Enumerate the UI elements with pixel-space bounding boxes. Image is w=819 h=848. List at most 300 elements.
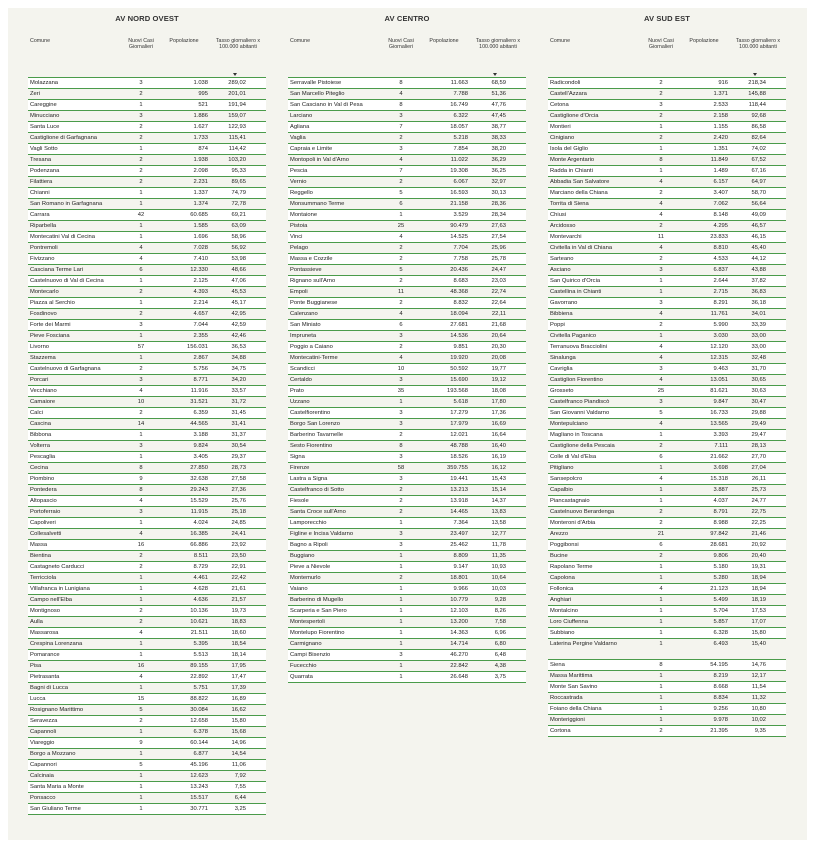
cell-comune: Pisa <box>30 663 42 669</box>
table-row <box>28 661 266 672</box>
cell-nuovi-casi: 2 <box>659 190 663 196</box>
cell-popolazione: 1.627 <box>193 124 208 130</box>
cell-tasso: 31,45 <box>231 410 246 416</box>
cell-popolazione: 7.028 <box>193 245 208 251</box>
table-row <box>548 133 786 144</box>
table-row <box>288 573 526 584</box>
table-row <box>288 441 526 452</box>
cell-popolazione: 8.834 <box>713 695 728 701</box>
cell-popolazione: 2.420 <box>713 135 728 141</box>
cell-tasso: 95,33 <box>231 168 246 174</box>
cell-comune: Riparbella <box>30 223 57 229</box>
table-row <box>28 122 266 133</box>
cell-comune: Stazzema <box>30 355 56 361</box>
cell-popolazione: 1.374 <box>193 201 208 207</box>
cell-popolazione: 46.270 <box>450 652 468 658</box>
cell-popolazione: 32.638 <box>190 476 208 482</box>
cell-comune: Asciano <box>550 267 571 273</box>
cell-tasso: 27,58 <box>231 476 246 482</box>
cell-nuovi-casi: 3 <box>139 322 143 328</box>
cell-tasso: 25,78 <box>491 256 506 262</box>
table-row <box>28 793 266 804</box>
cell-tasso: 22,64 <box>491 300 506 306</box>
cell-popolazione: 19.441 <box>450 476 468 482</box>
cell-comune: San Giuliano Terme <box>30 806 81 812</box>
cell-tasso: 21,68 <box>491 322 506 328</box>
cell-nuovi-casi: 1 <box>399 520 403 526</box>
cell-comune: Monteroni d'Arbia <box>550 520 596 526</box>
cell-nuovi-casi: 2 <box>139 311 143 317</box>
cell-nuovi-casi: 1 <box>399 399 403 405</box>
cell-tasso: 19,12 <box>491 377 506 383</box>
table-row <box>288 507 526 518</box>
cell-nuovi-casi: 3 <box>139 443 143 449</box>
cell-nuovi-casi: 8 <box>139 487 143 493</box>
cell-popolazione: 21.123 <box>710 586 728 592</box>
cell-comune: Montecatini Val di Cecina <box>30 234 95 240</box>
cell-comune: Capraia e Limite <box>290 146 333 152</box>
table-row <box>288 419 526 430</box>
table-row <box>28 584 266 595</box>
cell-popolazione: 11.915 <box>190 509 208 515</box>
cell-tasso: 7,92 <box>234 773 246 779</box>
cell-nuovi-casi: 3 <box>659 300 663 306</box>
cell-popolazione: 3.529 <box>453 212 468 218</box>
cell-popolazione: 1.038 <box>193 80 208 86</box>
table-row <box>28 771 266 782</box>
table-row <box>288 166 526 177</box>
cell-comune: Capolona <box>550 575 575 581</box>
cell-popolazione: 1.886 <box>193 113 208 119</box>
table-row <box>28 100 266 111</box>
table-row <box>28 276 266 287</box>
table-row <box>288 243 526 254</box>
cell-comune: Campo nell'Elba <box>30 597 73 603</box>
cell-nuovi-casi: 4 <box>139 388 143 394</box>
cell-tasso: 36,29 <box>491 157 506 163</box>
cell-popolazione: 8.668 <box>713 684 728 690</box>
cell-popolazione: 3.188 <box>193 432 208 438</box>
cell-comune: Sarteano <box>550 256 574 262</box>
cell-comune: Minucciano <box>30 113 60 119</box>
table-row <box>288 342 526 353</box>
cell-popolazione: 5.990 <box>713 322 728 328</box>
header-popolazione: Popolazione <box>429 38 459 44</box>
sort-descending-icon[interactable] <box>753 73 757 76</box>
cell-comune: Borgo San Lorenzo <box>290 421 340 427</box>
cell-nuovi-casi: 1 <box>659 465 663 471</box>
table-row <box>548 682 786 693</box>
table-row <box>28 397 266 408</box>
cell-nuovi-casi: 1 <box>139 201 143 207</box>
cell-nuovi-casi: 5 <box>399 267 403 273</box>
table-row <box>548 463 786 474</box>
cell-tasso: 23,50 <box>231 553 246 559</box>
cell-nuovi-casi: 1 <box>659 673 663 679</box>
table-row <box>548 155 786 166</box>
cell-nuovi-casi: 3 <box>399 333 403 339</box>
cell-tasso: 10,03 <box>491 586 506 592</box>
cell-comune: Massa <box>30 542 48 548</box>
cell-nuovi-casi: 4 <box>659 245 663 251</box>
cell-tasso: 34,75 <box>231 366 246 372</box>
cell-comune: Castelfranco Piandiscò <box>550 399 610 405</box>
cell-comune: Pescia <box>290 168 308 174</box>
cell-nuovi-casi: 2 <box>399 498 403 504</box>
cell-comune: Terranuova Bracciolini <box>550 344 608 350</box>
cell-comune: Roccastrada <box>550 695 583 701</box>
cell-comune: Montepulciano <box>550 421 588 427</box>
cell-nuovi-casi: 7 <box>399 124 403 130</box>
cell-popolazione: 54.195 <box>710 662 728 668</box>
table-row <box>288 353 526 364</box>
table-row <box>288 188 526 199</box>
cell-popolazione: 6.322 <box>453 113 468 119</box>
cell-tasso: 24,47 <box>491 267 506 273</box>
cell-tasso: 21,46 <box>751 531 766 537</box>
cell-popolazione: 18.057 <box>450 124 468 130</box>
cell-popolazione: 13.200 <box>450 619 468 625</box>
cell-tasso: 25,96 <box>491 245 506 251</box>
cell-tasso: 29,47 <box>751 432 766 438</box>
table-row <box>28 199 266 210</box>
cell-nuovi-casi: 3 <box>659 366 663 372</box>
cell-popolazione: 15.690 <box>450 377 468 383</box>
cell-nuovi-casi: 5 <box>399 190 403 196</box>
cell-comune: Viareggio <box>30 740 55 746</box>
cell-popolazione: 4.461 <box>193 575 208 581</box>
table-row <box>28 628 266 639</box>
table-row <box>548 100 786 111</box>
header-nuovi-casi: Nuovi Casi Giornalieri <box>128 38 154 50</box>
cell-popolazione: 16.593 <box>450 190 468 196</box>
cell-nuovi-casi: 2 <box>399 256 403 262</box>
cell-popolazione: 7.364 <box>453 520 468 526</box>
cell-tasso: 34,01 <box>751 311 766 317</box>
cell-popolazione: 60.685 <box>190 212 208 218</box>
table-row <box>548 496 786 507</box>
cell-comune: Chianni <box>30 190 50 196</box>
cell-popolazione: 156.031 <box>187 344 208 350</box>
cell-nuovi-casi: 1 <box>659 278 663 284</box>
cell-nuovi-casi: 1 <box>659 630 663 636</box>
table-row <box>288 551 526 562</box>
cell-popolazione: 14.714 <box>450 641 468 647</box>
table-row <box>548 726 786 737</box>
cell-comune: Arcidosso <box>550 223 576 229</box>
cell-comune: Vernio <box>290 179 307 185</box>
cell-tasso: 14,37 <box>491 498 506 504</box>
cell-comune: Montaione <box>290 212 318 218</box>
cell-tasso: 74,79 <box>231 190 246 196</box>
cell-nuovi-casi: 1 <box>399 553 403 559</box>
cell-comune: Carrara <box>30 212 50 218</box>
cell-popolazione: 17.979 <box>450 421 468 427</box>
cell-popolazione: 5.857 <box>713 619 728 625</box>
cell-tasso: 24,77 <box>751 498 766 504</box>
table-row <box>548 265 786 276</box>
cell-comune: Seravezza <box>30 718 58 724</box>
cell-tasso: 115,41 <box>228 135 246 141</box>
cell-tasso: 22,42 <box>231 575 246 581</box>
cell-comune: Loro Ciuffenna <box>550 619 588 625</box>
sort-descending-icon[interactable] <box>493 73 497 76</box>
cell-popolazione: 4.024 <box>193 520 208 526</box>
table-row <box>548 639 786 660</box>
cell-comune: Monteriggioni <box>550 717 585 723</box>
cell-nuovi-casi: 4 <box>659 586 663 592</box>
cell-popolazione: 8.771 <box>193 377 208 383</box>
sort-descending-icon[interactable] <box>233 73 237 76</box>
cell-popolazione: 5.180 <box>713 564 728 570</box>
cell-popolazione: 1.337 <box>193 190 208 196</box>
cell-comune: Bagno a Ripoli <box>290 542 328 548</box>
table-row <box>28 320 266 331</box>
table-row <box>548 704 786 715</box>
cell-tasso: 16,69 <box>491 421 506 427</box>
cell-nuovi-casi: 2 <box>659 553 663 559</box>
cell-nuovi-casi: 1 <box>399 674 403 680</box>
cell-comune: Monsummano Terme <box>290 201 345 207</box>
cell-nuovi-casi: 2 <box>659 322 663 328</box>
cell-nuovi-casi: 3 <box>139 377 143 383</box>
table-row <box>548 617 786 628</box>
cell-tasso: 145,88 <box>748 91 766 97</box>
cell-nuovi-casi: 8 <box>139 465 143 471</box>
cell-popolazione: 8.809 <box>453 553 468 559</box>
cell-comune: Calcinaia <box>30 773 54 779</box>
table-row <box>288 276 526 287</box>
cell-nuovi-casi: 1 <box>139 795 143 801</box>
table-row <box>548 331 786 342</box>
cell-comune: Subbiano <box>550 630 575 636</box>
cell-popolazione: 11.761 <box>710 311 728 317</box>
cell-nuovi-casi: 1 <box>659 597 663 603</box>
cell-comune: Grosseto <box>550 388 574 394</box>
cell-nuovi-casi: 2 <box>139 124 143 130</box>
cell-nuovi-casi: 4 <box>659 179 663 185</box>
cell-comune: Montecarlo <box>30 289 59 295</box>
cell-tasso: 24,85 <box>231 520 246 526</box>
cell-comune: Buggiano <box>290 553 315 559</box>
cell-comune: Sinalunga <box>550 355 576 361</box>
table-row <box>548 485 786 496</box>
table-row <box>548 584 786 595</box>
cell-nuovi-casi: 1 <box>139 520 143 526</box>
table-row <box>28 760 266 771</box>
cell-tasso: 12,77 <box>491 531 506 537</box>
cell-popolazione: 14.536 <box>450 333 468 339</box>
cell-comune: Lucca <box>30 696 46 702</box>
cell-tasso: 42,46 <box>231 333 246 339</box>
table-row <box>28 375 266 386</box>
cell-popolazione: 22.842 <box>450 663 468 669</box>
cell-comune: Pietrasanta <box>30 674 60 680</box>
cell-tasso: 47,06 <box>231 278 246 284</box>
cell-comune: Monte San Savino <box>550 684 598 690</box>
cell-popolazione: 4.037 <box>713 498 728 504</box>
cell-nuovi-casi: 11 <box>397 289 405 295</box>
cell-nuovi-casi: 1 <box>659 641 663 647</box>
header-comune: Comune <box>30 38 51 44</box>
cell-tasso: 45,53 <box>231 289 246 295</box>
table-row <box>288 540 526 551</box>
cell-comune: Rosignano Marittimo <box>30 707 84 713</box>
cell-popolazione: 13.243 <box>190 784 208 790</box>
cell-tasso: 18,08 <box>491 388 506 394</box>
cell-popolazione: 15.318 <box>710 476 728 482</box>
cell-popolazione: 2.715 <box>713 289 728 295</box>
cell-comune: Monte Argentario <box>550 157 595 163</box>
table-row <box>28 705 266 716</box>
cell-nuovi-casi: 4 <box>399 157 403 163</box>
cell-comune: San Giovanni Valdarno <box>550 410 610 416</box>
cell-tasso: 29,37 <box>231 454 246 460</box>
cell-nuovi-casi: 1 <box>139 751 143 757</box>
table-row <box>28 617 266 628</box>
table-row <box>548 671 786 682</box>
table-row <box>28 727 266 738</box>
cell-comune: Figline e Incisa Valdarno <box>290 531 354 537</box>
cell-popolazione: 916 <box>718 80 728 86</box>
cell-comune: Barberino di Mugello <box>290 597 344 603</box>
cell-nuovi-casi: 1 <box>139 278 143 284</box>
cell-tasso: 18,94 <box>751 575 766 581</box>
table-row <box>288 78 526 89</box>
cell-popolazione: 11.663 <box>450 80 468 86</box>
table-row <box>28 309 266 320</box>
cell-popolazione: 48.788 <box>450 443 468 449</box>
cell-comune: Montopoli in Val d'Arno <box>290 157 350 163</box>
table-row <box>548 386 786 397</box>
cell-nuovi-casi: 1 <box>139 190 143 196</box>
table-row <box>548 408 786 419</box>
cell-comune: Siena <box>550 662 565 668</box>
cell-comune: Montecatini-Terme <box>290 355 338 361</box>
header-tasso: Tasso giornaliero x 100.000 abitanti <box>215 38 261 50</box>
cell-popolazione: 8.988 <box>713 520 728 526</box>
cell-nuovi-casi: 1 <box>139 685 143 691</box>
table-row <box>548 188 786 199</box>
cell-nuovi-casi: 8 <box>399 80 403 86</box>
cell-comune: Vaglia <box>290 135 306 141</box>
cell-popolazione: 521 <box>198 102 208 108</box>
cell-nuovi-casi: 14 <box>137 421 145 427</box>
cell-comune: San Quirico d'Orcia <box>550 278 601 284</box>
cell-tasso: 25,73 <box>751 487 766 493</box>
cell-popolazione: 2.158 <box>713 113 728 119</box>
cell-popolazione: 13.918 <box>450 498 468 504</box>
header-comune: Comune <box>550 38 571 44</box>
cell-nuovi-casi: 2 <box>139 553 143 559</box>
cell-tasso: 159,07 <box>228 113 246 119</box>
cell-nuovi-casi: 2 <box>659 113 663 119</box>
table-row <box>548 529 786 540</box>
cell-nuovi-casi: 1 <box>139 597 143 603</box>
cell-comune: Castell'Azzara <box>550 91 587 97</box>
cell-tasso: 31,41 <box>231 421 246 427</box>
cell-tasso: 16,89 <box>231 696 246 702</box>
cell-comune: Montevarchi <box>550 234 582 240</box>
cell-tasso: 26,11 <box>751 476 766 482</box>
cell-popolazione: 8.683 <box>453 278 468 284</box>
cell-popolazione: 13.213 <box>450 487 468 493</box>
cell-comune: Vagli Sotto <box>30 146 58 152</box>
cell-popolazione: 7.788 <box>453 91 468 97</box>
cell-comune: Bucine <box>550 553 568 559</box>
cell-popolazione: 8.148 <box>713 212 728 218</box>
cell-comune: Vaiano <box>290 586 308 592</box>
cell-comune: Uzzano <box>290 399 310 405</box>
table-row <box>28 452 266 463</box>
table-row <box>548 177 786 188</box>
header-popolazione: Popolazione <box>169 38 199 44</box>
cell-popolazione: 9.851 <box>453 344 468 350</box>
cell-tasso: 191,94 <box>228 102 246 108</box>
cell-comune: Capannoli <box>30 729 57 735</box>
table-row <box>288 606 526 617</box>
table-row <box>288 364 526 375</box>
cell-nuovi-casi: 2 <box>139 718 143 724</box>
cell-comune: Bibbona <box>30 432 52 438</box>
table-row <box>288 518 526 529</box>
cell-popolazione: 14.363 <box>450 630 468 636</box>
cell-tasso: 13,58 <box>491 520 506 526</box>
cell-nuovi-casi: 4 <box>139 498 143 504</box>
cell-tasso: 72,78 <box>231 201 246 207</box>
cell-tasso: 31,70 <box>751 366 766 372</box>
cell-comune: Firenze <box>290 465 310 471</box>
cell-popolazione: 90.479 <box>450 223 468 229</box>
cell-nuovi-casi: 6 <box>659 454 663 460</box>
cell-tasso: 11,35 <box>491 553 506 559</box>
table-row <box>288 122 526 133</box>
cell-popolazione: 5.499 <box>713 597 728 603</box>
table-row <box>548 243 786 254</box>
cell-comune: Pieve a Nievole <box>290 564 331 570</box>
cell-tasso: 12,17 <box>751 673 766 679</box>
table-row <box>28 496 266 507</box>
cell-nuovi-casi: 3 <box>399 410 403 416</box>
cell-popolazione: 5.513 <box>193 652 208 658</box>
cell-comune: San Romano in Garfagnana <box>30 201 103 207</box>
table-row <box>548 551 786 562</box>
cell-tasso: 16,64 <box>491 432 506 438</box>
cell-comune: Fosdinovo <box>30 311 57 317</box>
cell-popolazione: 7.758 <box>453 256 468 262</box>
cell-popolazione: 6.378 <box>193 729 208 735</box>
table-row <box>28 639 266 650</box>
cell-nuovi-casi: 1 <box>659 564 663 570</box>
cell-comune: Capoliveri <box>30 520 56 526</box>
cell-tasso: 64,97 <box>751 179 766 185</box>
table-row <box>28 177 266 188</box>
table-row <box>28 463 266 474</box>
cell-comune: Radicondoli <box>550 80 581 86</box>
cell-popolazione: 21.395 <box>710 728 728 734</box>
cell-comune: Cortona <box>550 728 571 734</box>
cell-nuovi-casi: 2 <box>139 410 143 416</box>
cell-tasso: 218,34 <box>748 80 766 86</box>
table-row <box>288 650 526 661</box>
cell-tasso: 11,32 <box>751 695 766 701</box>
table-row <box>288 133 526 144</box>
cell-popolazione: 9.978 <box>713 717 728 723</box>
cell-nuovi-casi: 2 <box>659 509 663 515</box>
cell-nuovi-casi: 1 <box>659 432 663 438</box>
cell-popolazione: 45.196 <box>190 762 208 768</box>
cell-popolazione: 3.698 <box>713 465 728 471</box>
